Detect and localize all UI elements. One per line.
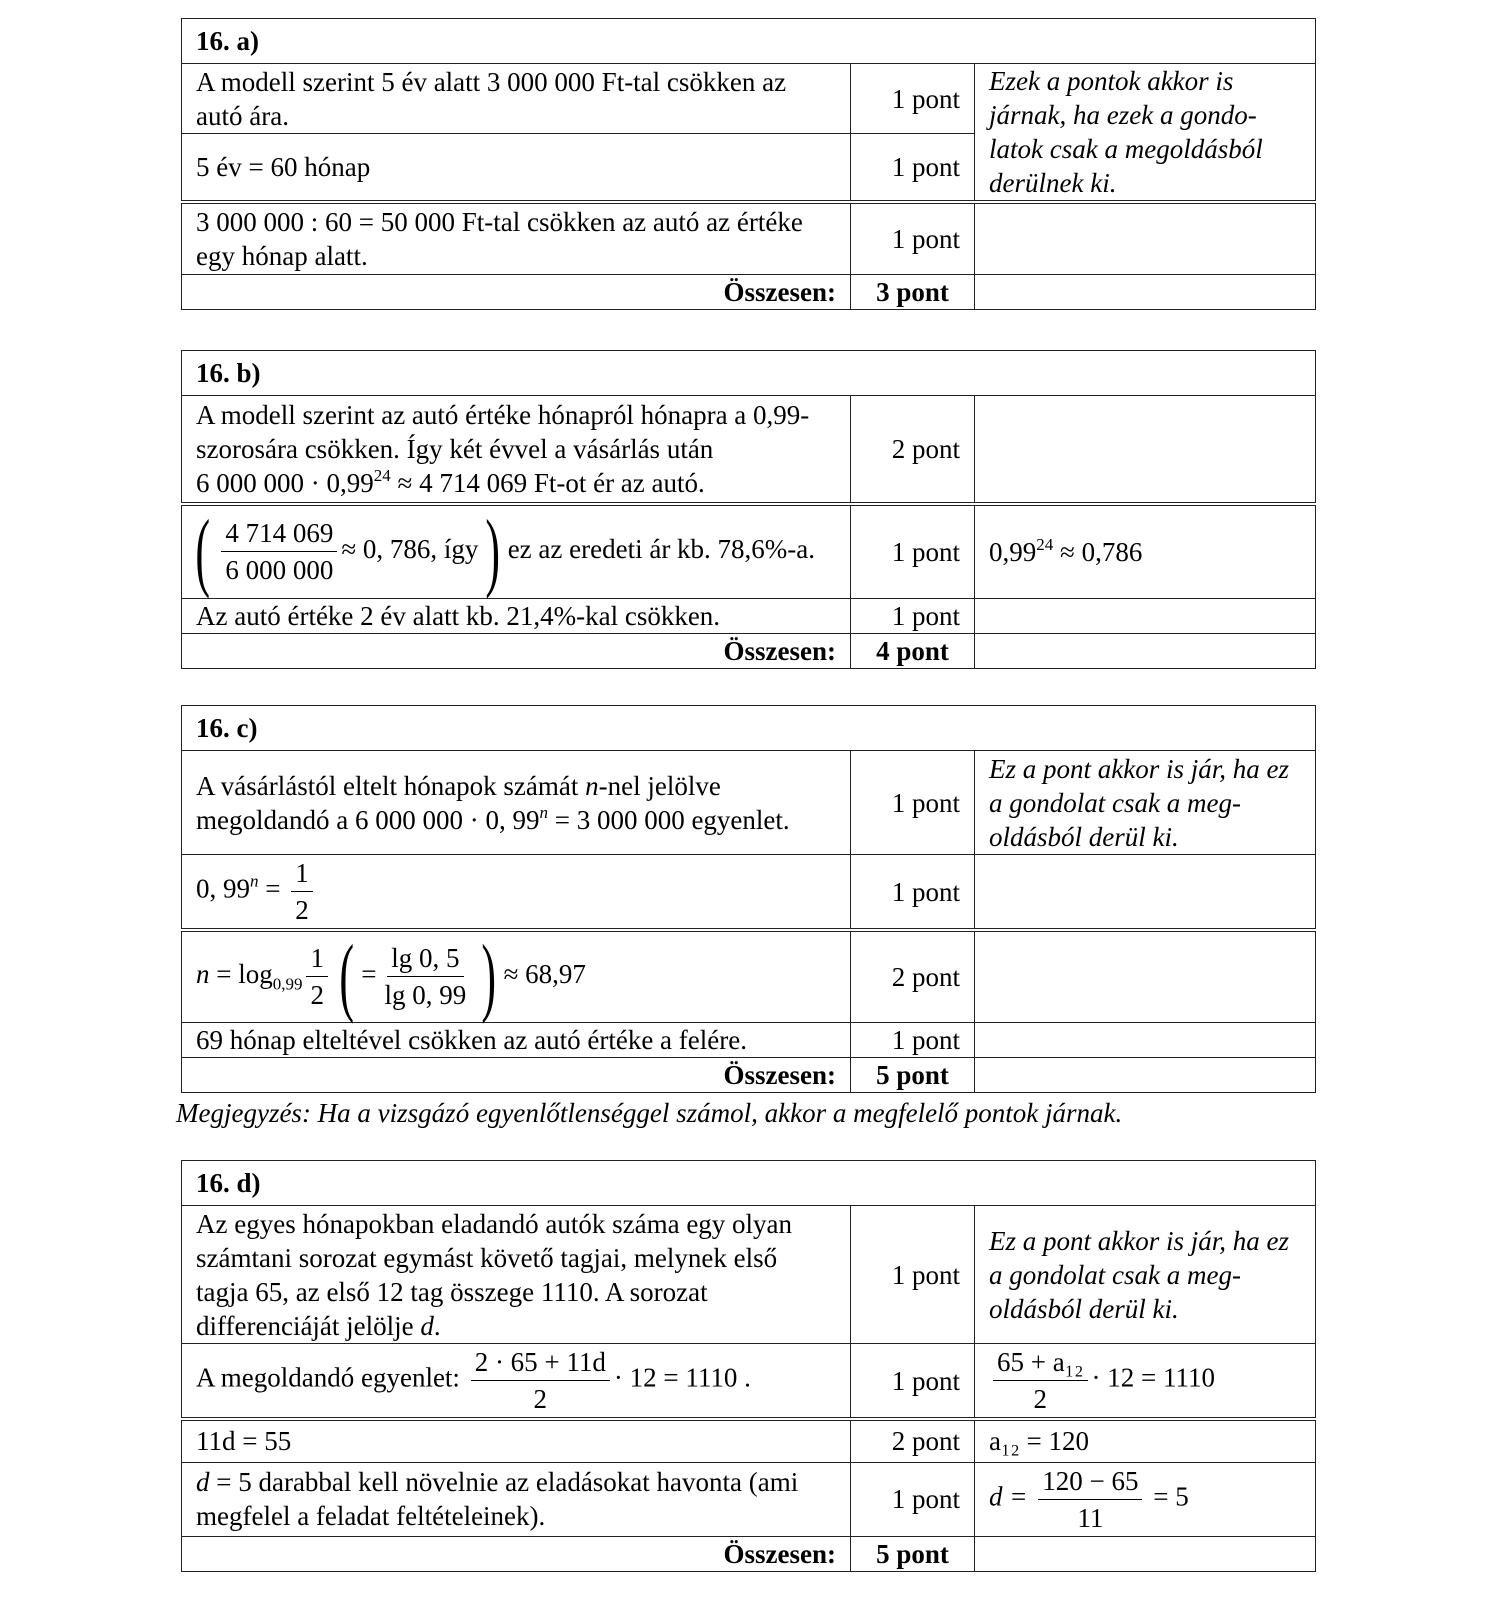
step-note-empty bbox=[975, 1022, 1316, 1057]
denominator: lg 0, 99 bbox=[384, 980, 467, 1011]
step-text bbox=[182, 1206, 851, 1344]
math-part: 0, 99 bbox=[196, 873, 250, 904]
denominator: 2 bbox=[1033, 1384, 1048, 1414]
step-text bbox=[182, 855, 851, 931]
step-text-1: A modell szerint az autó értéke hónapról hónapra a 0,99-szorosára csökken. Így két évvel a vásárlás után bbox=[196, 399, 810, 464]
step-note bbox=[975, 504, 1316, 599]
step-points: 1 pont bbox=[851, 1344, 975, 1420]
text-part: -nel jelölve bbox=[598, 770, 721, 801]
step-points: 2 pont bbox=[851, 1419, 975, 1462]
step-note-empty bbox=[975, 202, 1316, 274]
step-text bbox=[182, 1462, 851, 1536]
step-text: A modell szerint 5 év alatt 3 000 000 Ft-tal csökken az autó ára. bbox=[182, 64, 851, 134]
text-part: egyenlet. bbox=[684, 804, 790, 835]
total-label: Összesen: bbox=[182, 274, 851, 309]
exponent: n bbox=[250, 871, 259, 891]
section-title: 16. c) bbox=[182, 706, 1316, 751]
step-note: Ezek a pontok akkor is járnak, ha ezek a gondolatok csak a megoldásból derülnek ki. bbox=[975, 64, 1316, 203]
solution-table-16a bbox=[181, 18, 1316, 310]
numerator: 1 bbox=[306, 940, 328, 977]
step-points: 1 pont bbox=[851, 202, 975, 274]
step-text: 5 év = 60 hónap bbox=[182, 134, 851, 202]
section-16d bbox=[181, 1160, 1315, 1572]
step-points: 2 pont bbox=[851, 396, 975, 504]
step-text bbox=[182, 396, 851, 504]
step-note: a₁₂ = 120 bbox=[975, 1419, 1316, 1462]
step-text bbox=[182, 504, 851, 599]
total-label: Összesen: bbox=[182, 1057, 851, 1092]
step-note bbox=[975, 1462, 1316, 1536]
step-text bbox=[182, 927, 851, 1025]
fraction bbox=[306, 940, 328, 1013]
math-part: = 5 bbox=[1146, 1481, 1189, 1512]
math-part: 6 000 000 · 0,99 bbox=[196, 467, 374, 498]
math-part: 0,99 bbox=[989, 536, 1037, 567]
section-16c bbox=[181, 705, 1315, 1093]
equation bbox=[354, 802, 685, 835]
math-part: = bbox=[361, 958, 377, 989]
total-note-empty bbox=[975, 1536, 1316, 1571]
step-tail: ez az eredeti ár kb. 78,6%-a. bbox=[507, 533, 816, 564]
step-text: 11d = 55 bbox=[182, 1419, 851, 1462]
step-note bbox=[975, 1344, 1316, 1420]
denominator: 2 bbox=[533, 1384, 548, 1414]
step-points: 1 pont bbox=[851, 504, 975, 599]
right-paren: ) bbox=[485, 502, 501, 600]
step-text: Az autó értéke 2 év alatt kb. 21,4%-kal csökken. bbox=[182, 599, 851, 634]
total-points: 4 pont bbox=[851, 634, 975, 669]
numerator: 2 · 65 + 11d bbox=[471, 1344, 610, 1381]
text-part: A megoldandó egyenlet: bbox=[196, 1362, 467, 1393]
math-part: · 12 = 1110 bbox=[1091, 1362, 1216, 1393]
section-title: 16. a) bbox=[182, 19, 1316, 64]
step-math bbox=[196, 465, 705, 498]
step-points: 1 pont bbox=[851, 855, 975, 931]
total-note-empty bbox=[975, 634, 1316, 669]
text-part: A vásárlástól eltelt hónapok számát bbox=[196, 770, 586, 801]
step-points: 1 pont bbox=[851, 1206, 975, 1344]
total-note-empty bbox=[975, 1057, 1316, 1092]
total-note-empty bbox=[975, 274, 1316, 309]
numerator: lg 0, 5 bbox=[387, 940, 463, 977]
step-note-empty bbox=[975, 855, 1316, 931]
step-note-empty bbox=[975, 599, 1316, 634]
math-part: ≈ 68,97 bbox=[503, 958, 586, 989]
fraction bbox=[381, 940, 471, 1013]
math-part: ≈ 0, 786, így bbox=[341, 533, 479, 564]
denominator: 11 bbox=[1077, 1502, 1104, 1533]
total-points: 5 pont bbox=[851, 1057, 975, 1092]
variable: n bbox=[196, 958, 210, 989]
math-part: ≈ 0,786 bbox=[1053, 536, 1143, 567]
denominator: 2 bbox=[295, 895, 309, 925]
denominator: 2 bbox=[310, 980, 324, 1011]
math-part: ≈ 4 714 069 Ft-ot ér az autó. bbox=[390, 467, 705, 498]
text-part: . bbox=[433, 1310, 441, 1341]
step-note: Ez a pont akkor is jár, ha ez a gondolat csak a megoldásból derül ki. bbox=[975, 1206, 1316, 1344]
exponent: n bbox=[539, 802, 548, 822]
solution-table-16d bbox=[181, 1160, 1316, 1572]
solution-table-16c bbox=[181, 705, 1316, 1093]
math-part: = 3 000 000 bbox=[547, 804, 685, 835]
log-base: 0,99 bbox=[272, 974, 303, 994]
text-part: megoldandó a bbox=[196, 804, 355, 835]
total-points: 5 pont bbox=[851, 1536, 975, 1571]
denominator: 6 000 000 bbox=[225, 555, 334, 586]
step-note-empty bbox=[975, 930, 1316, 1022]
step-note: Ez a pont akkor is jár, ha ez a gondolat csak a megoldásból derül ki. bbox=[975, 751, 1316, 855]
total-points: 3 pont bbox=[851, 274, 975, 309]
remark-note: Megjegyzés: Ha a vizsgázó egyenlőtlenséggel számol, akkor a megfelelő pontok járnak. bbox=[176, 1098, 1123, 1128]
solution-table-16b bbox=[181, 350, 1316, 669]
step-points: 1 pont bbox=[851, 751, 975, 855]
right-paren: ) bbox=[481, 927, 497, 1025]
fraction bbox=[221, 515, 337, 588]
left-paren: ( bbox=[339, 927, 354, 1025]
variable: d bbox=[196, 1467, 210, 1497]
text-part: Az egyes hónapokban eladandó autók száma egy olyan számtani sorozat egymást követő tagjai, melynek első tagja 65, az első 12 tag összege 1110. A sorozat differenciáját jelölje bbox=[196, 1208, 793, 1341]
text-part: = 5 darabbal kell növelnie az eladásokat havonta (ami megfelel a feladat feltételeinek). bbox=[196, 1467, 799, 1531]
step-points: 2 pont bbox=[851, 930, 975, 1022]
section-title: 16. b) bbox=[182, 351, 1316, 396]
step-text bbox=[182, 751, 851, 855]
step-text: 3 000 000 : 60 = 50 000 Ft-tal csökken az autó az értéke egy hónap alatt. bbox=[182, 202, 851, 274]
section-16a bbox=[181, 18, 1315, 310]
variable: n bbox=[585, 770, 599, 801]
fraction bbox=[993, 1344, 1088, 1417]
fraction bbox=[291, 855, 313, 928]
numerator: 1 bbox=[291, 855, 313, 892]
exponent: 24 bbox=[373, 465, 391, 485]
fraction bbox=[471, 1344, 610, 1417]
step-points: 1 pont bbox=[851, 1022, 975, 1057]
step-points: 1 pont bbox=[851, 1462, 975, 1536]
step-text bbox=[182, 1344, 851, 1420]
section-title: 16. d) bbox=[182, 1161, 1316, 1206]
section-16b bbox=[181, 350, 1315, 669]
total-label: Összesen: bbox=[182, 634, 851, 669]
fraction bbox=[1038, 1463, 1142, 1536]
left-paren: ( bbox=[195, 502, 210, 600]
numerator: 65 + a₁₂ bbox=[993, 1344, 1088, 1381]
step-text: 69 hónap elteltével csökken az autó értéke a felére. bbox=[182, 1022, 851, 1057]
math-part: · 12 = 1110 . bbox=[613, 1362, 751, 1393]
step-points: 1 pont bbox=[851, 134, 975, 202]
step-points: 1 pont bbox=[851, 64, 975, 134]
math-part: = log bbox=[209, 958, 273, 989]
math-part: d = bbox=[989, 1481, 1035, 1512]
numerator: 4 714 069 bbox=[221, 515, 337, 552]
math-part: = bbox=[258, 873, 288, 904]
variable: d bbox=[420, 1310, 434, 1341]
math-part: 6 000 000 · 0, 99 bbox=[354, 804, 540, 835]
numerator: 120 − 65 bbox=[1038, 1463, 1142, 1500]
exponent: 24 bbox=[1036, 534, 1054, 554]
step-points: 1 pont bbox=[851, 599, 975, 634]
total-label: Összesen: bbox=[182, 1536, 851, 1571]
step-note-empty bbox=[975, 396, 1316, 504]
